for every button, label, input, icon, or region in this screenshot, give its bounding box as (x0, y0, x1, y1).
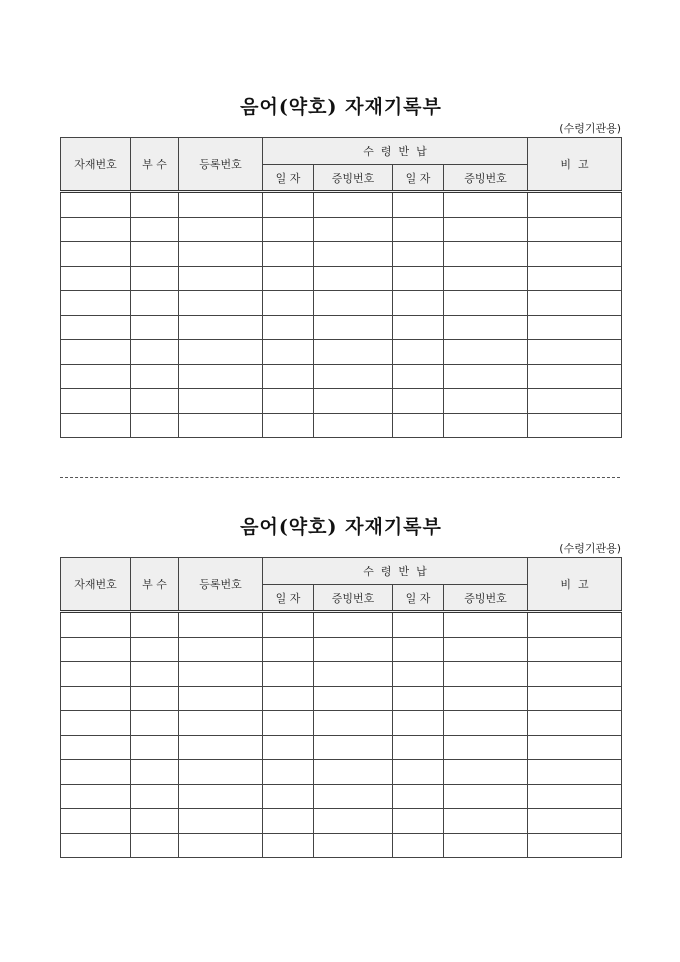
table-cell[interactable] (528, 809, 622, 834)
table-row (61, 192, 622, 218)
table-cell[interactable] (444, 266, 528, 291)
table-cell[interactable] (528, 784, 622, 809)
table-cell[interactable] (444, 711, 528, 736)
table-cell[interactable] (528, 364, 622, 389)
table-cell[interactable] (179, 784, 263, 809)
table-cell[interactable] (444, 364, 528, 389)
table-row (61, 637, 622, 662)
table-cell[interactable] (263, 217, 314, 242)
table-cell[interactable] (263, 315, 314, 340)
table-cell[interactable] (393, 192, 444, 218)
table-cell[interactable] (444, 662, 528, 687)
table-cell[interactable] (528, 662, 622, 687)
header-date: 일 자 (393, 585, 444, 612)
table-cell[interactable] (528, 217, 622, 242)
table-cell[interactable] (263, 637, 314, 662)
table-cell[interactable] (131, 809, 179, 834)
table-cell[interactable] (61, 662, 131, 687)
table-row (61, 735, 622, 760)
table-cell[interactable] (179, 315, 263, 340)
table-row (61, 340, 622, 365)
table-cell[interactable] (131, 364, 179, 389)
table-cell[interactable] (179, 242, 263, 267)
table-cell[interactable] (444, 784, 528, 809)
table-cell[interactable] (263, 686, 314, 711)
table-cell[interactable] (263, 735, 314, 760)
header-material-no: 자재번호 (61, 138, 131, 192)
table-cell[interactable] (179, 735, 263, 760)
table-cell[interactable] (444, 389, 528, 414)
table-cell[interactable] (314, 784, 393, 809)
table-cell[interactable] (393, 291, 444, 316)
table-cell[interactable] (263, 192, 314, 218)
table-cell[interactable] (131, 217, 179, 242)
table-cell[interactable] (314, 266, 393, 291)
table-cell[interactable] (61, 389, 131, 414)
table-cell[interactable] (61, 760, 131, 785)
table-cell[interactable] (179, 364, 263, 389)
table-cell[interactable] (314, 833, 393, 858)
table-cell[interactable] (61, 315, 131, 340)
table-cell[interactable] (179, 760, 263, 785)
table-cell[interactable] (131, 266, 179, 291)
table-row (61, 413, 622, 438)
table-cell[interactable] (131, 192, 179, 218)
table-cell[interactable] (444, 637, 528, 662)
table-cell[interactable] (179, 686, 263, 711)
table-row (61, 662, 622, 687)
table-cell[interactable] (179, 291, 263, 316)
table-cell[interactable] (528, 637, 622, 662)
table-cell[interactable] (528, 833, 622, 858)
table-cell[interactable] (528, 760, 622, 785)
table-cell[interactable] (528, 291, 622, 316)
table-cell[interactable] (314, 413, 393, 438)
table-cell[interactable] (393, 760, 444, 785)
table-cell[interactable] (61, 686, 131, 711)
header-voucher-no: 증빙번호 (314, 585, 393, 612)
table-cell[interactable] (179, 833, 263, 858)
table-row (61, 784, 622, 809)
table-cell[interactable] (528, 735, 622, 760)
table-cell[interactable] (61, 291, 131, 316)
table-cell[interactable] (61, 784, 131, 809)
table-cell[interactable] (393, 662, 444, 687)
table-cell[interactable] (131, 612, 179, 638)
table-cell[interactable] (314, 217, 393, 242)
table-cell[interactable] (179, 413, 263, 438)
table-cell[interactable] (263, 389, 314, 414)
table-cell[interactable] (61, 711, 131, 736)
table-cell[interactable] (393, 686, 444, 711)
table-cell[interactable] (263, 340, 314, 365)
table-cell[interactable] (61, 364, 131, 389)
form-title: 음어(약호) 자재기록부 (240, 516, 442, 538)
table-cell[interactable] (393, 389, 444, 414)
table-cell[interactable] (314, 760, 393, 785)
table-cell[interactable] (131, 413, 179, 438)
table-row (61, 242, 622, 267)
ledger-rows (61, 612, 622, 858)
table-cell[interactable] (263, 242, 314, 267)
table-cell[interactable] (61, 266, 131, 291)
table-cell[interactable] (528, 192, 622, 218)
form-note: (수령기관용) (559, 542, 621, 555)
table-cell[interactable] (528, 340, 622, 365)
table-cell[interactable] (444, 686, 528, 711)
table-cell[interactable] (444, 809, 528, 834)
header-voucher-no: 증빙번호 (314, 165, 393, 192)
ledger-table (60, 137, 622, 438)
header-remarks: 비 고 (528, 558, 622, 612)
table-cell[interactable] (179, 711, 263, 736)
table-cell[interactable] (131, 760, 179, 785)
table-cell[interactable] (131, 315, 179, 340)
table-cell[interactable] (131, 389, 179, 414)
table-cell[interactable] (61, 735, 131, 760)
table-cell[interactable] (314, 389, 393, 414)
table-cell[interactable] (314, 315, 393, 340)
table-row (61, 833, 622, 858)
table-cell[interactable] (393, 217, 444, 242)
table-cell[interactable] (61, 217, 131, 242)
table-cell[interactable] (131, 833, 179, 858)
table-cell[interactable] (314, 662, 393, 687)
table-cell[interactable] (528, 686, 622, 711)
table-cell[interactable] (393, 315, 444, 340)
table-row (61, 686, 622, 711)
table-cell[interactable] (393, 711, 444, 736)
table-cell[interactable] (61, 612, 131, 638)
table-cell[interactable] (263, 809, 314, 834)
table-row (61, 315, 622, 340)
table-row (61, 364, 622, 389)
table-cell[interactable] (314, 291, 393, 316)
table-cell[interactable] (314, 637, 393, 662)
table-cell[interactable] (179, 662, 263, 687)
table-cell[interactable] (444, 217, 528, 242)
table-cell[interactable] (528, 266, 622, 291)
table-cell[interactable] (393, 612, 444, 638)
header-date: 일 자 (263, 585, 314, 612)
table-cell[interactable] (444, 242, 528, 267)
table-cell[interactable] (528, 612, 622, 638)
table-cell[interactable] (314, 340, 393, 365)
table-cell[interactable] (179, 340, 263, 365)
table-row (61, 291, 622, 316)
table-cell[interactable] (179, 809, 263, 834)
table-cell[interactable] (528, 242, 622, 267)
table-cell[interactable] (314, 686, 393, 711)
table-cell[interactable] (528, 315, 622, 340)
header-date: 일 자 (393, 165, 444, 192)
table-cell[interactable] (263, 784, 314, 809)
table-cell[interactable] (131, 291, 179, 316)
table-cell[interactable] (179, 389, 263, 414)
table-cell[interactable] (444, 760, 528, 785)
header-registration-no: 등록번호 (179, 558, 263, 612)
table-cell[interactable] (444, 315, 528, 340)
table-cell[interactable] (131, 784, 179, 809)
table-cell[interactable] (179, 192, 263, 218)
table-cell[interactable] (393, 809, 444, 834)
table-cell[interactable] (131, 637, 179, 662)
header-material-no: 자재번호 (61, 558, 131, 612)
table-cell[interactable] (393, 413, 444, 438)
table-cell[interactable] (393, 735, 444, 760)
table-cell[interactable] (528, 389, 622, 414)
table-cell[interactable] (314, 192, 393, 218)
table-cell[interactable] (179, 266, 263, 291)
table-cell[interactable] (314, 242, 393, 267)
table-row (61, 612, 622, 638)
table-row (61, 760, 622, 785)
table-cell[interactable] (393, 833, 444, 858)
table-cell[interactable] (444, 833, 528, 858)
table-cell[interactable] (393, 637, 444, 662)
table-cell[interactable] (314, 711, 393, 736)
table-cell[interactable] (131, 242, 179, 267)
table-cell[interactable] (131, 686, 179, 711)
table-cell[interactable] (444, 735, 528, 760)
table-cell[interactable] (314, 612, 393, 638)
table-cell[interactable] (179, 217, 263, 242)
table-cell[interactable] (61, 192, 131, 218)
header-registration-no: 등록번호 (179, 138, 263, 192)
table-cell[interactable] (263, 266, 314, 291)
header-voucher-no: 증빙번호 (444, 585, 528, 612)
table-cell[interactable] (263, 612, 314, 638)
table-cell[interactable] (263, 662, 314, 687)
table-cell[interactable] (61, 242, 131, 267)
table-cell[interactable] (393, 364, 444, 389)
table-cell[interactable] (314, 364, 393, 389)
table-row (61, 711, 622, 736)
table-cell[interactable] (314, 809, 393, 834)
table-cell[interactable] (393, 784, 444, 809)
table-cell[interactable] (61, 413, 131, 438)
table-cell[interactable] (444, 340, 528, 365)
header-copies: 부 수 (131, 558, 179, 612)
header-receipt-return: 수 령 반 납 (263, 138, 528, 165)
table-cell[interactable] (131, 662, 179, 687)
table-cell[interactable] (263, 413, 314, 438)
table-cell[interactable] (131, 340, 179, 365)
header-remarks: 비 고 (528, 138, 622, 192)
header-copies: 부 수 (131, 138, 179, 192)
ledger-rows (61, 192, 622, 438)
table-row (61, 217, 622, 242)
table-cell[interactable] (393, 242, 444, 267)
table-cell[interactable] (131, 711, 179, 736)
table-cell[interactable] (528, 711, 622, 736)
table-cell[interactable] (393, 266, 444, 291)
table-cell[interactable] (61, 809, 131, 834)
table-cell[interactable] (393, 340, 444, 365)
ledger-table (60, 557, 622, 858)
table-row (61, 389, 622, 414)
table-cell[interactable] (61, 637, 131, 662)
table-cell[interactable] (444, 291, 528, 316)
table-cell[interactable] (61, 833, 131, 858)
table-cell[interactable] (444, 612, 528, 638)
table-cell[interactable] (263, 833, 314, 858)
table-cell[interactable] (314, 735, 393, 760)
table-cell[interactable] (179, 637, 263, 662)
header-date: 일 자 (263, 165, 314, 192)
dashed-cut-line (60, 477, 620, 478)
table-cell[interactable] (444, 192, 528, 218)
table-cell[interactable] (61, 340, 131, 365)
table-cell[interactable] (263, 711, 314, 736)
table-cell[interactable] (263, 760, 314, 785)
header-voucher-no: 증빙번호 (444, 165, 528, 192)
table-row (61, 266, 622, 291)
form-note: (수령기관용) (559, 122, 621, 135)
table-cell[interactable] (179, 612, 263, 638)
table-cell[interactable] (444, 413, 528, 438)
header-receipt-return: 수 령 반 납 (263, 558, 528, 585)
table-cell[interactable] (263, 364, 314, 389)
table-cell[interactable] (263, 291, 314, 316)
form-title: 음어(약호) 자재기록부 (240, 96, 442, 118)
table-row (61, 809, 622, 834)
table-cell[interactable] (131, 735, 179, 760)
table-cell[interactable] (528, 413, 622, 438)
